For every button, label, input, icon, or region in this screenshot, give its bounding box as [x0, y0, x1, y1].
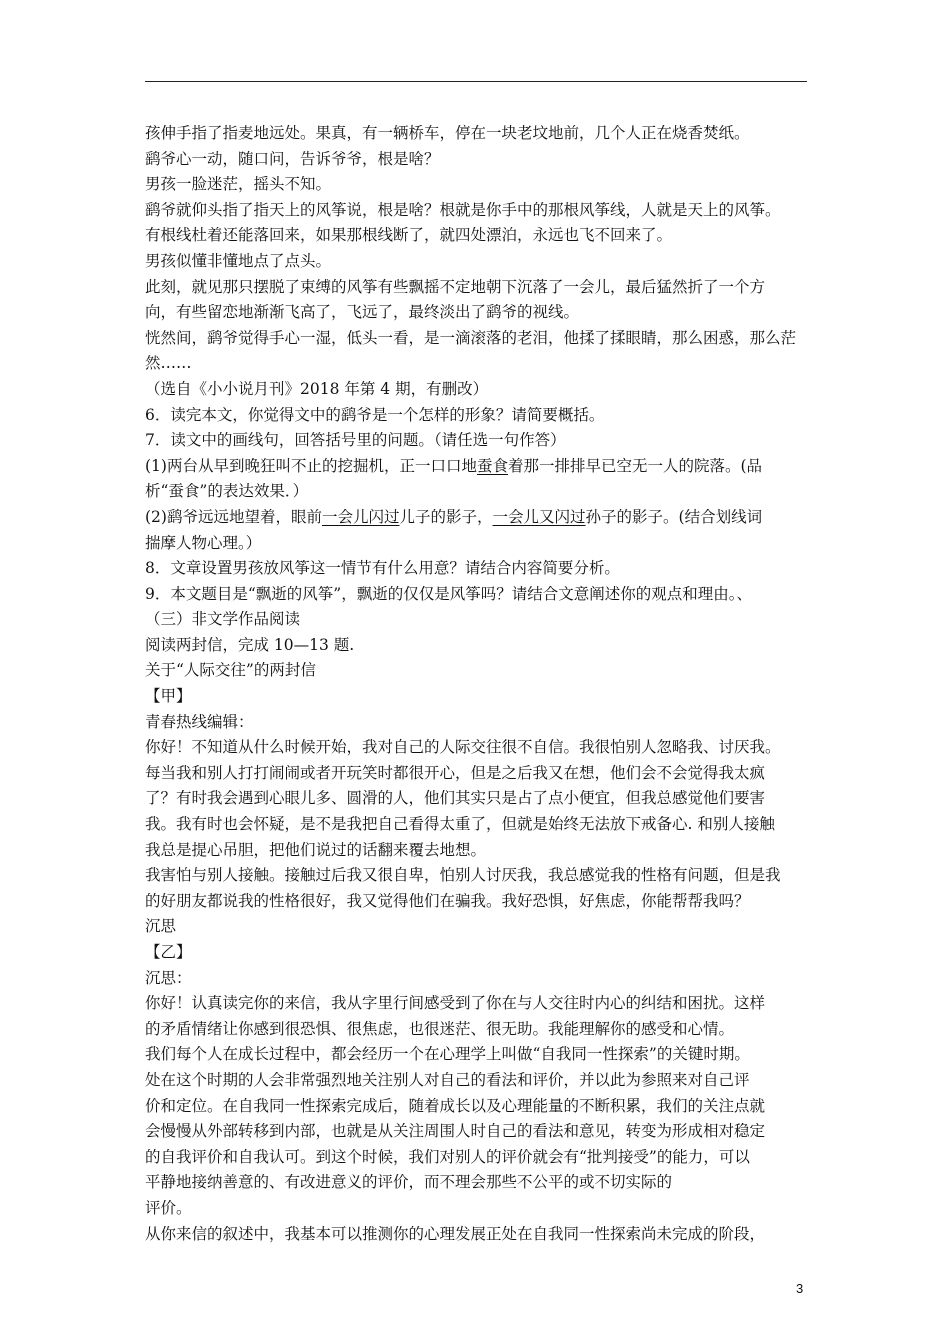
letter-a-label: 【甲】: [145, 687, 192, 706]
q7-1-underlined-word: 蚕食: [476, 456, 508, 475]
page-number: 3: [796, 1281, 804, 1296]
text-line: 评价。: [145, 1198, 192, 1217]
text-line: 的自我评价和自我认可。到这个时候，我们对别人的评价就会有“批判接受”的能力，可以: [145, 1147, 750, 1166]
text-line: 孩伸手指了指麦地远处。果真，有一辆桥车，停在一块老坟地前，几个人正在烧香焚纸。: [145, 124, 750, 142]
q7-2-text: (2)鹞爷远远地望着，眼前: [145, 507, 322, 526]
text-line: 有根线杜着还能落回来，如果那根线断了，就四处漂泊，永远也飞不回来了。: [145, 226, 673, 245]
text-line: 的矛盾情绪让你感到很恐惧、很焦虑，也很迷茫、很无助。我能理解你的感受和心情。: [145, 1019, 735, 1038]
text-line: 每当我和别人打打闹闹或者开玩笑时都很开心，但是之后我又在想，他们会不会觉得我太疯: [145, 763, 766, 782]
text-line: 我。我有时也会怀疑，是不是我把自己看得太重了，但就是始终无法放下戒备心. 和别人接触: [145, 815, 775, 834]
text-line: 青春热线编辑：: [145, 712, 254, 731]
document-body: [145, 121, 815, 1247]
text-line: 了？有时我会遇到心眼儿多、圆滑的人，他们其实只是占了点小便宜，但我总感觉他们要害: [145, 789, 766, 808]
text-line: 向，有些留恋地渐渐飞高了，飞远了，最终淡出了鹞爷的视线。: [145, 303, 580, 322]
text-line: 我们每个人在成长过程中，都会经历一个在心理学上叫做“自我同一性探索”的关键时期。: [145, 1045, 750, 1064]
question-7: 7．读文中的画线句，回答括号里的问题。（请任选一句作答）: [145, 431, 566, 450]
text-line: 的好朋友都说我的性格很好，我又觉得他们在骗我。我好恐惧，好焦虑，你能帮帮我吗？: [145, 891, 750, 910]
text-line: 恍然间，鹞爷觉得手心一湿，低头一看，是一滴滚落的老泪，他揉了揉眼睛，那么困惑，那么茫: [145, 328, 797, 347]
text-line: 鹞爷心一动，随口问，告诉爷爷，根是啥？: [145, 149, 440, 168]
question-7-option-2-cont: 揣摩人物心理。）: [145, 533, 262, 552]
question-9: 9．本文题目是“飘逝的风筝”，飘逝的仅仅是风筝吗？请结合文意阐述你的观点和理由。、: [145, 584, 752, 603]
question-8: 8．文章设置男孩放风筝这一情节有什么用意？请结合内容简要分析。: [145, 559, 620, 578]
text-line: 价和定位。在自我同一性探索完成后，随着成长以及心理能量的不断积累，我们的关注点就: [145, 1096, 766, 1115]
text-line: 我总是提心吊胆，把他们说过的话翻来覆去地想。: [145, 840, 487, 859]
text-line: 处在这个时期的人会非常强烈地关注别人对自己的看法和评价，并以此为参照来对自己评: [145, 1070, 750, 1089]
letter-b-label: 【乙】: [145, 943, 192, 961]
q7-2-underlined-2: 一会儿又闪过: [492, 507, 586, 526]
question-7-option-1-cont: 析“蚕食”的表达效果．）: [145, 482, 309, 501]
q7-2-text-mid: 儿子的影子，: [399, 507, 493, 526]
source-note: （选自《小小说月刊》2018 年第 4 期，有删改）: [145, 379, 489, 398]
q7-1-text-after: 着那一排排早已空无一人的院落。(品: [507, 456, 763, 475]
text-line: 此刻，就见那只摆脱了束缚的风筝有些飘摇不定地朝下沉落了一会儿，最后猛然折了一个方: [145, 277, 766, 296]
letter-signature: 沉思: [145, 917, 177, 936]
text-line: 然……: [145, 354, 192, 373]
text-line: 阅读两封信，完成 10—13 题.: [145, 635, 355, 654]
question-7-option-2: [145, 505, 815, 531]
question-7-option-1: [145, 454, 815, 480]
text-line: 会慢慢从外部转移到内部，也就是从关注周围人时自己的看法和意见，转变为形成相对稳定: [145, 1122, 766, 1141]
text-line: 鹞爷就仰头指了指天上的风筝说，根是啥？根就是你手中的那根风筝线，人就是天上的风筝。: [145, 200, 781, 219]
question-6: 6．读完本文，你觉得文中的鹞爷是一个怎样的形象？请简要概括。: [145, 405, 605, 424]
q7-1-text: (1)两台从早到晚狂叫不止的挖掘机，正一口口地: [145, 456, 477, 475]
q7-2-text-after: 孙子的影子。(结合划线词: [585, 507, 763, 526]
text-line: 我害怕与别人接触。接触过后我又很自卑，怕别人讨厌我，我总感觉我的性格有问题，但是我: [145, 866, 781, 885]
section-heading: （三）非文学作品阅读: [145, 610, 301, 629]
text-line: 你好！认真读完你的来信，我从字里行间感受到了你在与人交往时内心的纠结和困扰。这样: [145, 994, 766, 1013]
text-line: 平静地接纳善意的、有改进意义的评价，而不理会那些不公平的或不切实际的: [145, 1173, 673, 1192]
text-line: 沉思：: [145, 968, 192, 987]
text-line: 男孩一脸迷茫，摇头不知。: [145, 175, 332, 194]
q7-2-underlined-1: 一会儿闪过: [321, 507, 400, 526]
text-line: 男孩似懂非懂地点了点头。: [145, 251, 332, 270]
letters-title: 关于“人际交往”的两封信: [145, 661, 316, 680]
text-line: 从你来信的叙述中，我基本可以推测你的心理发展正处在自我同一性探索尚未完成的阶段，: [145, 1224, 766, 1243]
header-rule: [145, 81, 807, 82]
text-line: 你好！不知道从什么时候开始，我对自己的人际交往很不自信。我很怕别人忽略我、讨厌我。: [145, 738, 781, 757]
